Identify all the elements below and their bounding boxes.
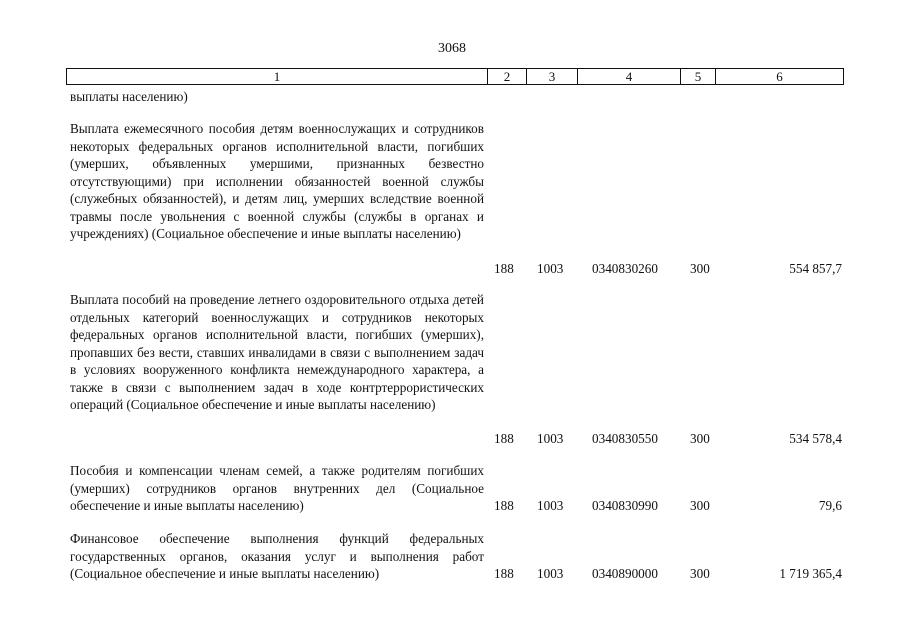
row-col-6: 79,6	[818, 498, 842, 513]
column-header-2: 2	[487, 69, 526, 84]
row-col-4: 0340830990	[592, 498, 658, 513]
row-col-3: 1003	[537, 498, 564, 513]
row-col-6: 1 719 365,4	[779, 566, 842, 581]
row-col-5: 300	[690, 498, 710, 513]
column-header-6: 6	[715, 69, 843, 84]
row-col-2: 188	[494, 566, 514, 581]
row-description: Выплата ежемесячного пособия детям военнослужащих и сотрудников некоторых федеральных органов исполнительной власти, погибших (умерших, объявленных умершими, признанных безвестно отсутствующими) при исполнении обязанностей военной службы (служебных обязанностей), и детям лиц, умерших вследствие военной травмы после увольнения с военной службы (службы в органах и учреждениях) (Социальное обеспечение и иные выплаты населению)	[70, 121, 484, 241]
carry-over-text: выплаты населению)	[70, 89, 188, 104]
column-header-4: 4	[577, 69, 680, 84]
column-header-5: 5	[680, 69, 715, 84]
page-number: 3068	[438, 41, 466, 56]
row-col-3: 1003	[537, 261, 564, 276]
row-description: Пособия и компенсации членам семей, а также родителям погибших (умерших) сотрудников органов внутренних дел (Социальное обеспечение и иные выплаты населению)	[70, 463, 484, 513]
row-col-5: 300	[690, 431, 710, 446]
row-description: Финансовое обеспечение выполнения функций федеральных государственных органов, оказания услуг и выполнения работ (Социальное обеспечение и иные выплаты населению)	[70, 531, 484, 581]
table-header	[66, 68, 844, 85]
row-col-3: 1003	[537, 566, 564, 581]
row-col-6: 534 578,4	[789, 431, 842, 446]
row-col-4: 0340830260	[592, 261, 658, 276]
row-col-4: 0340830550	[592, 431, 658, 446]
column-header-1: 1	[273, 69, 281, 84]
row-col-2: 188	[494, 431, 514, 446]
row-col-6: 554 857,7	[789, 261, 842, 276]
row-col-2: 188	[494, 261, 514, 276]
row-description: Выплата пособий на проведение летнего оздоровительного отдыха детей отдельных категорий военнослужащих и сотрудников некоторых федеральных органов исполнительной власти, погибших (умерших), пропавших без вести, ставших инвалидами в связи с выполнением задач в условиях вооруженного конфликта немеждународного характера, а также в связи с выполнением задач в ходе контртеррористических операций (Социальное обеспечение и иные выплаты населению)	[70, 292, 484, 412]
row-col-2: 188	[494, 498, 514, 513]
row-col-5: 300	[690, 261, 710, 276]
row-col-5: 300	[690, 566, 710, 581]
row-col-4: 0340890000	[592, 566, 658, 581]
column-header-3: 3	[526, 69, 577, 84]
row-col-3: 1003	[537, 431, 564, 446]
